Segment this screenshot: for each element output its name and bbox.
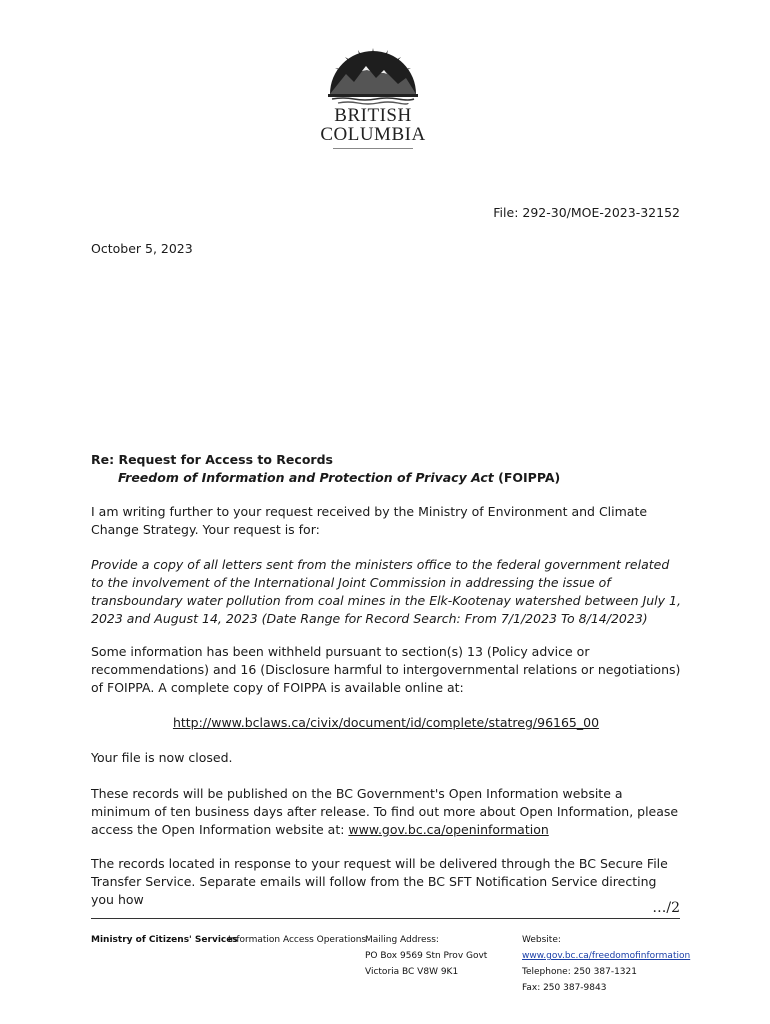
logo-line-columbia: COLUMBIA — [320, 124, 426, 145]
open-information-paragraph — [91, 785, 681, 839]
foippa-link[interactable]: http://www.bclaws.ca/civix/document/id/complete/statreg/96165_00 — [172, 715, 600, 730]
file-reference: File: 292-30/MOE-2023-32152 — [493, 205, 680, 220]
footer-divider — [91, 918, 680, 919]
logo-underline — [333, 148, 413, 149]
footer-telephone: Telephone: 250 387-1321 — [522, 967, 637, 977]
intro-paragraph: I am writing further to your request received by the Ministry of Environment and Climate Change Strategy. Your request is for: — [91, 504, 648, 537]
letter-date: October 5, 2023 — [91, 241, 193, 256]
bc-government-logo — [318, 44, 428, 148]
logo-wordmark — [318, 106, 428, 144]
footer-fax: Fax: 250 387-9843 — [522, 983, 607, 993]
file-closed-paragraph: Your file is now closed. — [91, 750, 233, 765]
footer-mailing-line1: PO Box 9569 Stn Prov Govt — [365, 951, 488, 961]
mountain-sun-emblem-icon — [318, 44, 428, 106]
open-information-link[interactable]: www.gov.bc.ca/openinformation — [348, 822, 549, 837]
subject-line: Re: Request for Access to Records — [91, 452, 333, 467]
footer-website-link[interactable]: www.gov.bc.ca/freedomofinformation — [522, 951, 691, 961]
secure-transfer-paragraph: The records located in response to your request will be delivered through the BC Secure File Transfer Service. Separate emails will follow from the BC SFT Notification Service directing you how — [91, 856, 668, 907]
request-quote: Provide a copy of all letters sent from the ministers office to the federal government related to the involvement of the International Joint Commission in addressing the issue of transboundary water pollution from coal mines in the Elk-Kootenay watershed between July 1, 2023 and August 14, 2023 (Date Range for Record Search: From 7/1/2023 To 8/14/2023) — [91, 557, 681, 626]
footer-contact — [522, 932, 690, 996]
footer-department: Information Access Operations — [228, 935, 367, 945]
footer-mailing-label: Mailing Address: — [365, 935, 439, 945]
footer-mailing — [365, 932, 487, 980]
page-continuation: …/2 — [652, 900, 680, 916]
footer-ministry — [91, 932, 238, 948]
footer-website-label: Website: — [522, 935, 561, 945]
logo-line-british: BRITISH — [334, 105, 412, 126]
act-abbrev: (FOIPPA) — [493, 470, 561, 485]
footer-ministry-name: Ministry of Citizens' Services — [91, 935, 238, 945]
withheld-paragraph: Some information has been withheld pursuant to section(s) 13 (Policy advice or recommendations) and 16 (Disclosure harmful to intergovernmental relations or negotiations) of FOIPPA. A complete copy of FOIPPA is available online at: — [91, 644, 681, 695]
subject-block — [91, 451, 691, 487]
subject-act-line — [91, 469, 691, 487]
open-information-text: These records will be published on the BC Government's Open Information website a minimum of ten business days after release. To find out more about Open Information, please access the Open Information website at: — [91, 786, 679, 837]
footer-mailing-line2: Victoria BC V8W 9K1 — [365, 967, 459, 977]
act-name: Freedom of Information and Protection of Privacy Act — [118, 470, 494, 485]
